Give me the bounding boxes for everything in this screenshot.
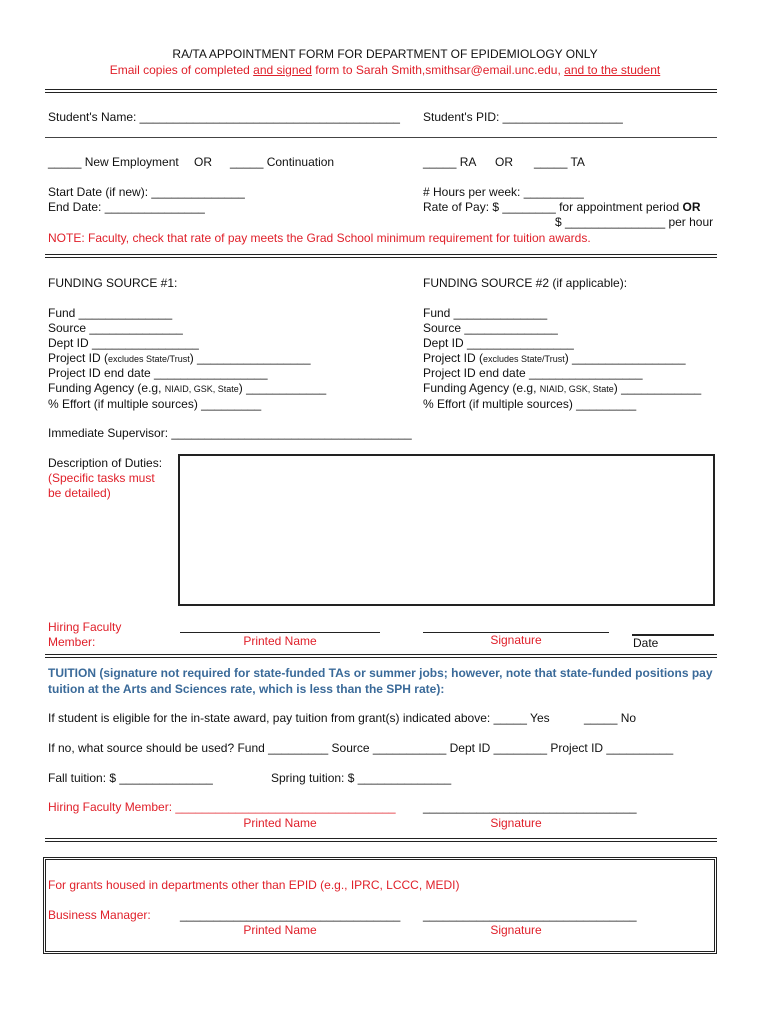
project-end-2-field[interactable]: Project ID end date _________________ <box>423 366 643 380</box>
date-label: Date <box>633 636 659 650</box>
pay-rate-note: NOTE: Faculty, check that rate of pay meets the Grad School minimum requirement for tuition awards. <box>48 231 591 245</box>
duties-label: Description of Duties: <box>48 456 163 470</box>
duties-note: be detailed) <box>48 486 111 500</box>
email-instructions: Email copies of completed and signed form to Sarah Smith,smithsar@email.unc.edu, and to the student <box>109 63 661 77</box>
funding-source-2-title: FUNDING SOURCE #2 (if applicable): <box>423 276 628 290</box>
signature-label: Signature <box>490 816 542 830</box>
funding-agency-1-field[interactable]: Funding Agency (e.g, NIAID, GSK, State) ____________ <box>48 381 327 395</box>
funding-source-1-title: FUNDING SOURCE #1: <box>48 276 178 290</box>
printed-name-label: Printed Name <box>243 816 317 830</box>
student-name-field[interactable]: Student's Name: _______________________________________ <box>48 110 400 124</box>
header-divider <box>45 89 717 93</box>
alt-source-field[interactable]: If no, what source should be used? Fund _________ Source ___________ Dept ID ________ Project ID __________ <box>48 741 674 755</box>
duties-note: (Specific tasks must <box>48 471 155 485</box>
start-date-field[interactable]: Start Date (if new): ______________ <box>48 185 245 199</box>
printed-name-line[interactable] <box>180 632 380 633</box>
immediate-supervisor-field[interactable]: Immediate Supervisor: ____________________________________ <box>48 426 412 440</box>
duties-textbox[interactable] <box>178 454 715 606</box>
ta-option[interactable]: _____ TA <box>534 155 585 169</box>
or-label: OR <box>194 155 212 169</box>
project-id-1-field[interactable]: Project ID (excludes State/Trust) _________________ <box>48 351 311 365</box>
dates-divider <box>45 254 717 258</box>
hiring-faculty-label: Hiring Faculty <box>48 620 122 634</box>
hiring-divider <box>45 654 717 658</box>
printed-name-label: Printed Name <box>243 923 317 937</box>
fund-2-field[interactable]: Fund ______________ <box>423 306 548 320</box>
ra-option[interactable]: _____ RA <box>423 155 477 169</box>
rate-of-pay-field[interactable]: Rate of Pay: $ ________ for appointment period OR <box>423 200 701 214</box>
business-manager-signature-line[interactable]: ________________________________ <box>423 908 637 922</box>
spring-tuition-field[interactable]: Spring tuition: $ ______________ <box>271 771 452 785</box>
tuition-hiring-faculty-field[interactable]: Hiring Faculty Member: _________________________________ <box>48 800 396 814</box>
project-end-1-field[interactable]: Project ID end date _________________ <box>48 366 268 380</box>
signature-label: Signature <box>490 633 542 647</box>
form-title: RA/TA APPOINTMENT FORM FOR DEPARTMENT OF EPIDEMIOLOGY ONLY <box>172 47 598 61</box>
source-2-field[interactable]: Source ______________ <box>423 321 558 335</box>
business-manager-label: Business Manager: <box>48 908 151 922</box>
grants-box <box>43 857 717 954</box>
fund-1-field[interactable]: Fund ______________ <box>48 306 173 320</box>
tuition-heading: tuition at the Arts and Sciences rate, which is less than the SPH rate): <box>48 682 445 696</box>
or-label: OR <box>495 155 513 169</box>
student-pid-field[interactable]: Student's PID: __________________ <box>423 110 623 124</box>
dept-id-2-field[interactable]: Dept ID ________________ <box>423 336 574 350</box>
continuation-option[interactable]: _____ Continuation <box>230 155 335 169</box>
funding-agency-2-field[interactable]: Funding Agency (e.g, NIAID, GSK, State) ____________ <box>423 381 702 395</box>
in-state-award-field[interactable]: If student is eligible for the in-state award, pay tuition from grant(s) indicated above: _____ Yes <box>48 711 550 725</box>
fall-tuition-field[interactable]: Fall tuition: $ ______________ <box>48 771 213 785</box>
student-divider <box>45 137 717 138</box>
new-employment-option[interactable]: _____ New Employment <box>48 155 179 169</box>
per-hour-field[interactable]: $ _______________ per hour <box>555 215 714 229</box>
source-1-field[interactable]: Source ______________ <box>48 321 183 335</box>
business-manager-name-line[interactable]: _________________________________ <box>180 908 401 922</box>
hours-per-week-field[interactable]: # Hours per week: _________ <box>423 185 584 199</box>
tuition-heading: TUITION (signature not required for state-funded TAs or summer jobs; however, note that state-funded positions pay <box>48 666 713 680</box>
in-state-no-option[interactable]: _____ No <box>584 711 637 725</box>
signature-label: Signature <box>490 923 542 937</box>
tuition-divider <box>45 838 717 842</box>
grants-note: For grants housed in departments other than EPID (e.g., IPRC, LCCC, MEDI) <box>48 878 460 892</box>
hiring-faculty-label: Member: <box>48 635 96 649</box>
printed-name-label: Printed Name <box>243 634 317 648</box>
end-date-field[interactable]: End Date: _______________ <box>48 200 205 214</box>
effort-1-field[interactable]: % Effort (if multiple sources) _________ <box>48 397 262 411</box>
project-id-2-field[interactable]: Project ID (excludes State/Trust) _________________ <box>423 351 686 365</box>
effort-2-field[interactable]: % Effort (if multiple sources) _________ <box>423 397 637 411</box>
dept-id-1-field[interactable]: Dept ID ________________ <box>48 336 199 350</box>
tuition-signature-line[interactable]: ________________________________ <box>423 800 637 814</box>
